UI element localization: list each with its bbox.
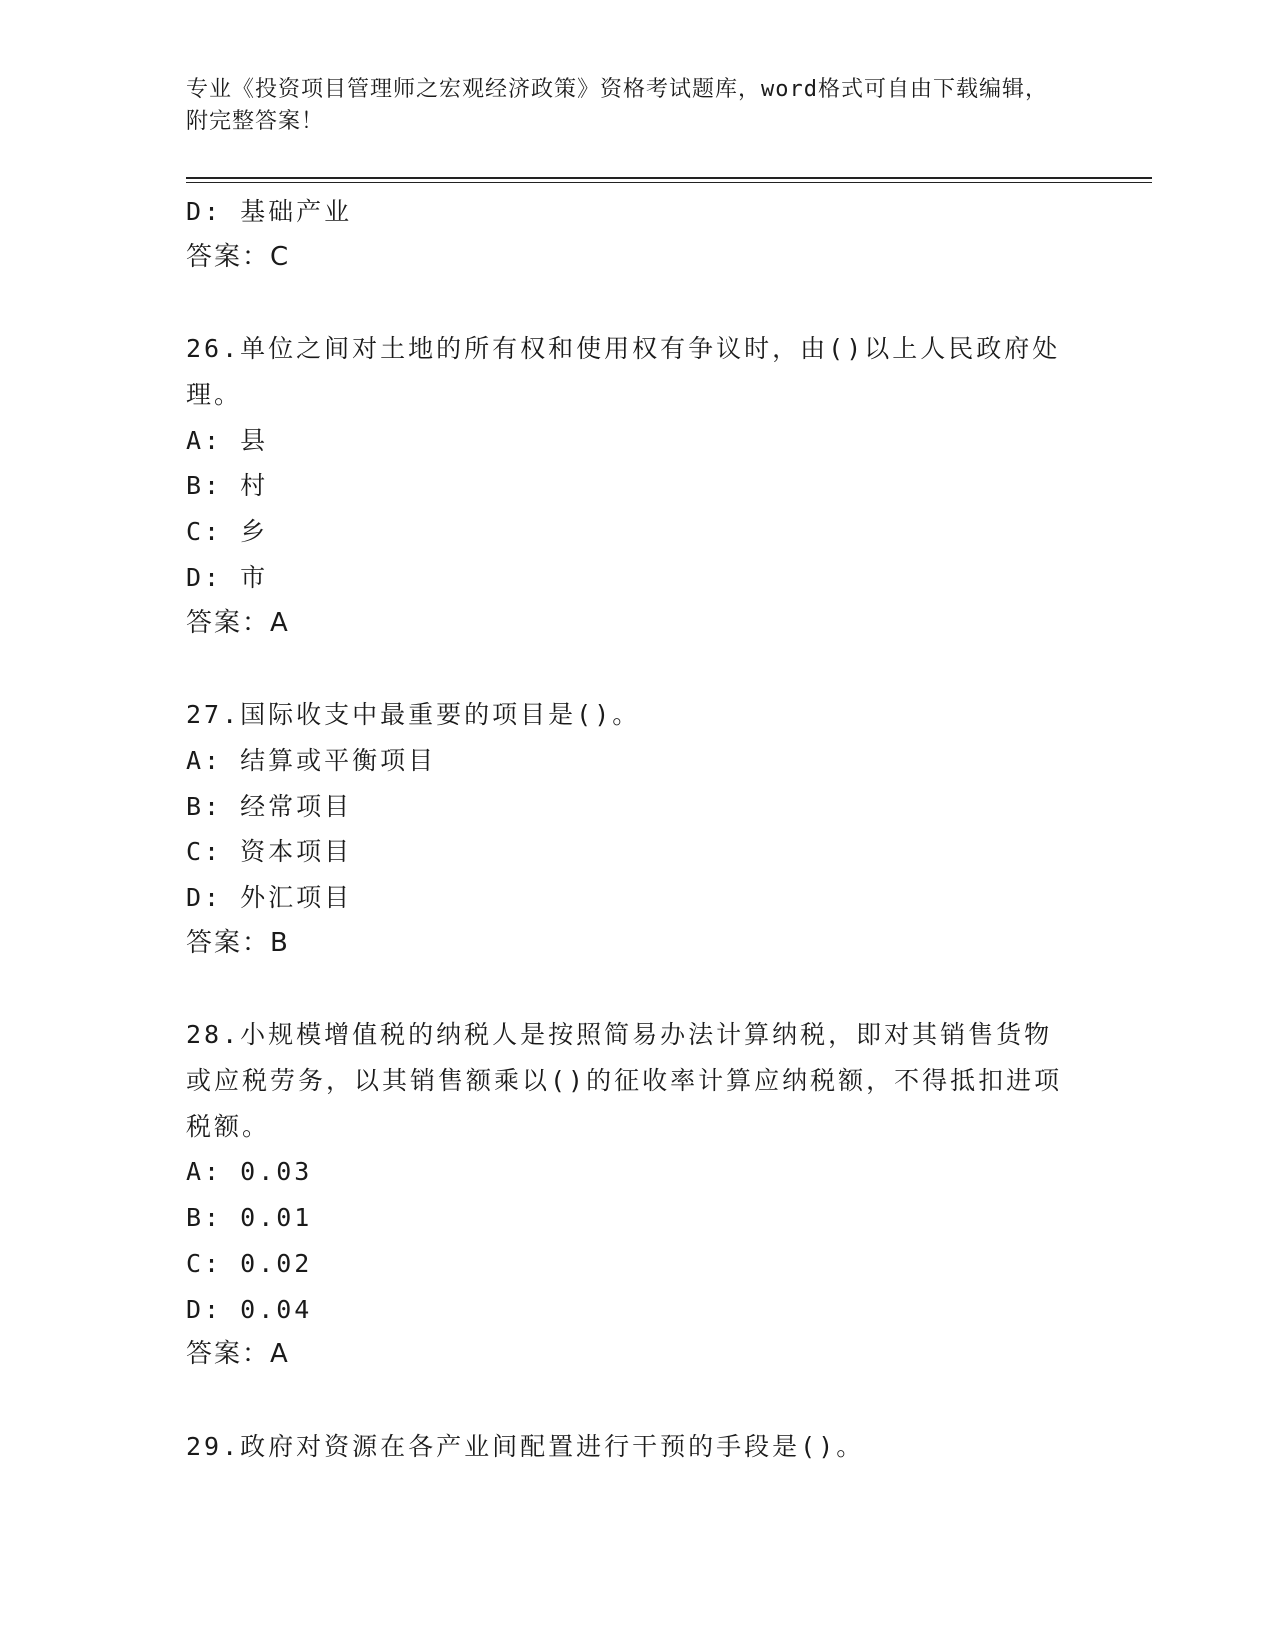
answer: 答案：B	[186, 927, 290, 958]
question-stem: 28.小规模增值税的纳税人是按照简易办法计算纳税，即对其销售货物或应税劳务，以其销售额乘以()的征收率计算应纳税额，不得抵扣进项税额。	[186, 1020, 1063, 1141]
page-header: 专业《投资项目管理师之宏观经济政策》资格考试题库，word格式可自由下载编辑，附完整答案！	[186, 77, 1048, 134]
option-a: A: 0.03	[186, 1157, 313, 1187]
question-27	[186, 692, 1086, 966]
option-d: D: 市	[186, 562, 269, 592]
option-a: A: 县	[186, 425, 269, 455]
option-d: D: 外汇项目	[186, 882, 353, 912]
question-29	[186, 1424, 1086, 1470]
spacer	[186, 1378, 1086, 1424]
question-26	[186, 326, 1086, 646]
option-a: A: 结算或平衡项目	[186, 745, 437, 775]
question-content	[186, 189, 1086, 1470]
question-28	[186, 1012, 1086, 1378]
carryover-option-d: D: 基础产业	[186, 197, 353, 226]
option-c: C: 乡	[186, 517, 269, 547]
spacer	[186, 646, 1086, 692]
header-rule-top	[186, 177, 1152, 179]
question-stem: 27.国际收支中最重要的项目是()。	[186, 700, 641, 730]
option-c: C: 0.02	[186, 1248, 313, 1278]
option-c: C: 资本项目	[186, 837, 353, 867]
option-b: B: 经常项目	[186, 791, 353, 821]
spacer	[186, 966, 1086, 1012]
question-stem: 26.单位之间对土地的所有权和使用权有争议时，由()以上人民政府处理。	[186, 334, 1061, 410]
spacer	[186, 280, 1086, 326]
option-b: B: 0.01	[186, 1203, 313, 1233]
answer: 答案：A	[186, 1339, 290, 1370]
question-stem: 29.政府对资源在各产业间配置进行干预的手段是()。	[186, 1431, 865, 1461]
carryover-answer: 答案：C	[186, 241, 291, 272]
header-rule-bottom	[186, 182, 1152, 183]
option-b: B: 村	[186, 471, 269, 501]
option-d: D: 0.04	[186, 1294, 313, 1324]
answer: 答案：A	[186, 607, 290, 638]
